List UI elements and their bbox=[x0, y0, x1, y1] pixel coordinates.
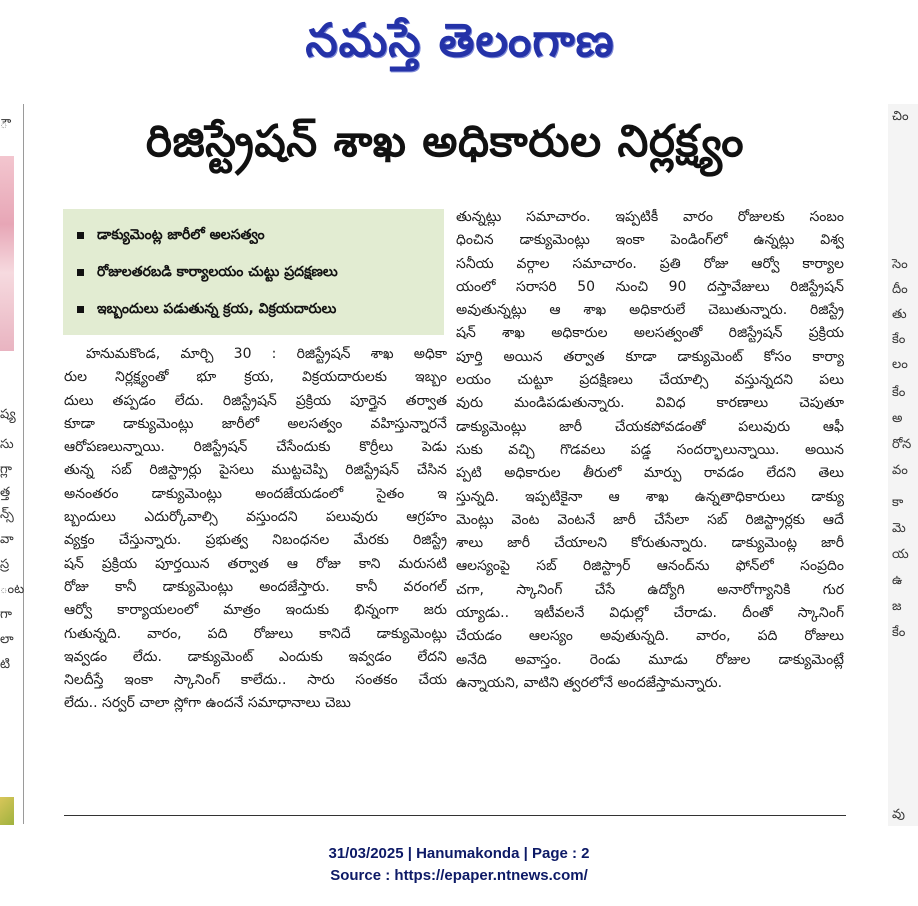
article-body-right-column bbox=[456, 206, 844, 695]
adjacent-text-fragment: దీం bbox=[892, 282, 908, 297]
body-text-line: స్తున్నది. ఇప్పటికైనా ఆ శాఖ ఉన్నతాధికారులు డాక్యు bbox=[456, 488, 844, 505]
adjacent-text-fragment: గ్లా bbox=[0, 462, 12, 477]
body-text-line: తున్న సబ్ రిజిస్ట్రార్లు పైసలు ముట్టచెప్పి రిజిస్ట్రేషన్ చేసిన bbox=[64, 462, 447, 479]
newspaper-masthead: నమస్తే తెలంగాణ bbox=[305, 13, 615, 67]
adjacent-article-right bbox=[888, 104, 918, 826]
body-text-line: ప్పటి అధికారుల తీరులో మార్పు రావడం లేదని తెలు bbox=[456, 465, 844, 482]
body-text-line: సనీయ వర్గాల సమాచారం. ప్రతి రోజు ఆర్వో కార్యాల bbox=[456, 255, 844, 272]
body-text-line: బ్బందులు ఎదుర్కోవాల్సి వస్తుందని పలువురు ఆగ్రహం bbox=[64, 509, 447, 526]
body-text-line: ఆలస్యంపై సబ్ రిజిస్ట్రార్ ఆనంద్‌ను ఫోన్‌లో సంప్రదిం bbox=[456, 558, 844, 575]
adjacent-text-fragment: కేం bbox=[892, 385, 906, 400]
adjacent-text-fragment: వా bbox=[0, 532, 14, 547]
adjacent-text-fragment: స్ర bbox=[0, 557, 10, 572]
body-text-line: గుతున్నది. వారం, పది రోజులు కానిదే డాక్యుమెంట్లు bbox=[64, 625, 447, 642]
body-text-line: ధించిన డాక్యుమెంట్లు ఇంకా పెండింగ్‌లో ఉన్నట్లు విశ్వ bbox=[456, 232, 844, 249]
highlight-item bbox=[75, 254, 434, 291]
body-text-line: యంలో సరాసరి 50 నుంచి 90 దస్తావేజులు రిజిస్ట్రేషన్ bbox=[456, 278, 844, 295]
adjacent-text-fragment: సు bbox=[0, 437, 14, 452]
body-text-line: శాలు జారీ చేయాలని కోరుతున్నారు. డాక్యుమెంట్ల జారీ bbox=[456, 535, 844, 552]
adjacent-text-fragment: రోన bbox=[892, 437, 912, 452]
footer-rule bbox=[64, 815, 846, 816]
adjacent-text-fragment: ష్య bbox=[0, 407, 16, 422]
body-text-line: అవుతున్నట్లు ఆ శాఖ అధికారులే చెబుతున్నారు. రిజిస్ట్రే bbox=[456, 302, 844, 319]
adjacent-article-left bbox=[0, 104, 30, 830]
adjacent-text-fragment: తు bbox=[892, 307, 907, 322]
adjacent-text-fragment: కేం bbox=[892, 332, 906, 347]
body-text-line: రోజు కానీ డాక్యుమెంట్లు అందజేస్తారు. కానీ వరంగల్ bbox=[64, 578, 447, 595]
highlights-box bbox=[63, 209, 444, 335]
adjacent-photo-bottom bbox=[0, 797, 14, 825]
body-text-line: ఇవ్వడం లేదు. డాక్యుమెంట్ ఎందుకు ఇవ్వడం లేదని bbox=[64, 648, 447, 665]
body-text-line: దులు తప్పడం లేదు. రిజిస్ట్రేషన్ ప్రక్రియ పూర్తైన తర్వాత bbox=[64, 392, 447, 409]
adjacent-text-fragment: లా bbox=[0, 632, 14, 647]
body-text-line: లయం చుట్టూ ప్రదక్షిణలు చేయాల్సి వస్తున్నదని పలు bbox=[456, 372, 844, 389]
highlight-text: డాక్యుమెంట్ల జారీలో అలసత్వం bbox=[97, 227, 265, 243]
body-text-line: అనేది అవాస్తం. రెండు మూడు రోజుల డాక్యుమెంట్లే bbox=[456, 651, 844, 668]
adjacent-text-fragment: గా bbox=[0, 607, 12, 622]
bullet-square-icon bbox=[77, 306, 84, 313]
adjacent-text-fragment: అ bbox=[892, 411, 903, 426]
body-text-line: హనుమకొండ, మార్చి 30 : రిజిస్ట్రేషన్ శాఖ అధికా bbox=[86, 346, 447, 362]
body-text-line: రుల నిర్లక్ష్యంతో భూ క్రయ, విక్రయదారులకు ఇబ్బం bbox=[64, 369, 447, 386]
body-text-line: డాక్యుమెంట్లు జారీ చేయకపోవడంతో పలువురు ఆఫీ bbox=[456, 418, 844, 435]
body-text-line: చేయడం ఆలస్యం అవుతున్నది. వారం, పది రోజులు bbox=[456, 628, 844, 645]
body-text-line: ఆర్వో కార్యాయలంలో మాత్రం ఇందుకు భిన్నంగా జరు bbox=[64, 602, 447, 619]
adjacent-text-fragment: మె bbox=[892, 521, 906, 536]
highlight-text: ఇబ్బందులు పడుతున్న క్రయ, విక్రయదారులు bbox=[97, 301, 337, 317]
body-text-line: య్యాడు.. ఇటీవలనే విధుల్లో చేరాడు. దీంతో స్కానింగ్ bbox=[456, 605, 844, 622]
adjacent-text-fragment: జ bbox=[892, 599, 902, 614]
adjacent-text-fragment: ంట bbox=[0, 582, 25, 597]
body-text-line: వురు మండిపడుతున్నారు. వివిధ కారణాలు చెపుతూ bbox=[456, 395, 844, 412]
body-text-line: తున్నట్లు సమాచారం. ఇప్పటికీ వారం రోజులకు సంబం bbox=[456, 209, 844, 225]
bullet-square-icon bbox=[77, 232, 84, 239]
body-text-line: వ్యక్తం చేస్తున్నారు. ప్రభుత్వ నిబంధనల మేరకు రిజిస్ట్రే bbox=[64, 532, 447, 549]
adjacent-text-fragment: లం bbox=[892, 357, 908, 372]
adjacent-text-fragment: టి bbox=[0, 657, 11, 672]
adjacent-text-fragment: కేం bbox=[892, 625, 906, 640]
highlight-item bbox=[75, 217, 434, 254]
adjacent-text-fragment: చిం bbox=[892, 109, 909, 124]
body-text-line: షన్ ప్రక్రియ పూర్తయిన తర్వాత ఆ రోజు కాని మరుసటి bbox=[64, 555, 447, 572]
body-text-line: కూడా డాక్యుమెంట్లు జారీలో అలసత్వం వహిస్తున్నారనే bbox=[64, 415, 447, 432]
highlight-item bbox=[75, 291, 434, 328]
adjacent-text-fragment: ౌ bbox=[0, 117, 8, 132]
body-text-line: లేదు.. సర్వర్ చాలా స్లోగా ఉందనే సమాధానాలు చెబు bbox=[64, 695, 351, 712]
body-text-line: చగా, స్కానింగ్ చేసే ఉద్యోగి అనారోగ్యానికి గుర bbox=[456, 581, 844, 598]
body-text-line: నిలదీస్తే ఇంకా స్కానింగ్ కాలేదు.. సారు సంతకం చేయ bbox=[64, 672, 447, 689]
column-divider bbox=[23, 104, 24, 824]
article-headline: రిజిస్ట్రేషన్ శాఖ అధికారుల నిర్లక్ష్యం bbox=[145, 116, 745, 167]
adjacent-text-fragment: త్త bbox=[0, 485, 11, 500]
bullet-square-icon bbox=[77, 269, 84, 276]
body-text-line: మెంట్లు వెంట వెంటనే జారీ చేసేలా సబ్ రిజిస్ట్రార్లకు ఆదే bbox=[456, 511, 844, 528]
adjacent-text-fragment: కా bbox=[892, 495, 904, 510]
body-text-line: ఆరోపణలున్నాయి. రిజిస్ట్రేషన్ చేసేందుకు కొర్రీలు పెడు bbox=[64, 439, 447, 456]
adjacent-photo bbox=[0, 156, 14, 351]
body-text-line: షన్ శాఖ అధికారుల అలసత్వంతో రిజిస్ట్రేషన్ ప్రక్రియ bbox=[456, 325, 844, 342]
adjacent-text-fragment: న్స్ bbox=[0, 507, 14, 522]
adjacent-text-fragment: సెం bbox=[892, 257, 908, 272]
highlight-text: రోజులతరబడి కార్యాలయం చుట్టు ప్రదక్షణలు bbox=[97, 264, 338, 280]
adjacent-text-fragment: య bbox=[892, 547, 909, 562]
clipping-date-info: 31/03/2025 | Hanumakonda | Page : 2 bbox=[328, 845, 590, 862]
body-text-line: ఉన్నాయని, వాటిని త్వరలోనే అందజేస్తామన్నారు. bbox=[456, 674, 723, 691]
body-text-line: పూర్తి అయిన తర్వాత కూడా డాక్యుమెంట్ కోసం కార్యా bbox=[456, 348, 844, 365]
adjacent-text-fragment: వం bbox=[892, 463, 908, 478]
clipping-source: Source : https://epaper.ntnews.com/ bbox=[330, 867, 588, 884]
body-text-line: సుకు వచ్చి గొడవలు పడ్డ సందర్భాలున్నాయి. అయిన bbox=[456, 441, 844, 458]
article-body-left-column bbox=[64, 343, 447, 716]
adjacent-text-fragment: ఉ bbox=[892, 573, 903, 588]
body-text-line: అనంతరం డాక్యుమెంట్లు అందజేయడంలో సైతం ఇ bbox=[64, 485, 447, 502]
adjacent-text-fragment: వు bbox=[892, 807, 905, 822]
